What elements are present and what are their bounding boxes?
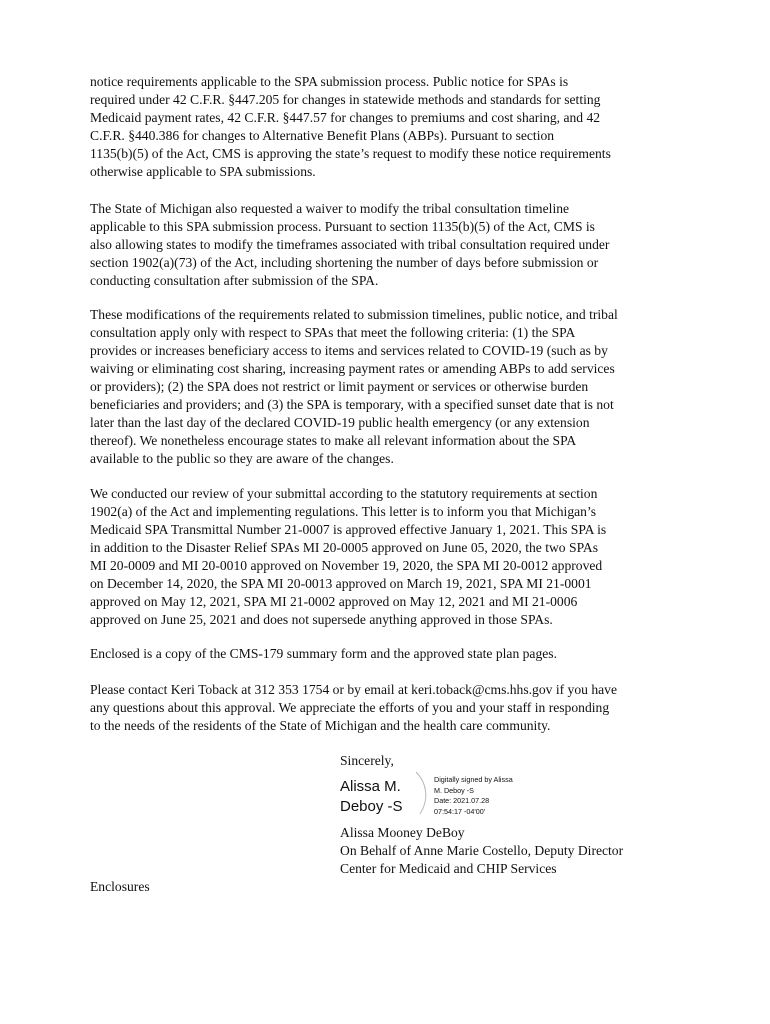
text-line: on December 14, 2020, the SPA MI 20-0013 approved on March 19, 2021, SPA MI 21-0001 <box>90 576 592 591</box>
text-line: approved on June 25, 2021 and does not supersede anything approved in those SPAs. <box>90 612 553 627</box>
text-line: waiving or eliminating cost sharing, increasing payment rates or amending ABPs to add services <box>90 361 615 376</box>
salutation: Sincerely, <box>340 753 394 768</box>
text-line: available to the public so they are aware of the changes. <box>90 451 394 466</box>
paragraph-modifications-criteria <box>90 306 682 468</box>
signature-detail-line: 07:54:17 -04'00' <box>434 806 486 816</box>
text-line: MI 20-0009 and MI 20-0010 approved on November 19, 2020, the SPA MI 20-0012 approved <box>90 558 603 573</box>
text-line: C.F.R. §440.386 for changes to Alternative Benefit Plans (ABPs). Pursuant to section <box>90 128 555 143</box>
text-line: beneficiaries and providers; and (3) the SPA is temporary, with a specified sunset date that is not <box>90 397 614 412</box>
paragraph-review-approval <box>90 485 682 629</box>
signature-detail-line: Date: 2021.07.28 <box>434 796 490 805</box>
text-line: Medicaid payment rates, 42 C.F.R. §447.57 for changes to premiums and cost sharing, and 42 <box>90 110 601 125</box>
text-line: to the needs of the residents of the State of Michigan and the health care community. <box>90 718 551 733</box>
paragraph-notice-requirements <box>90 73 682 181</box>
paragraph-enclosed-copy <box>90 645 682 663</box>
paragraph-contact <box>90 681 682 735</box>
text-line: later than the last day of the declared COVID-19 public health emergency (or any extension <box>90 415 590 430</box>
text-line: Medicaid SPA Transmittal Number 21-0007 is approved effective January 1, 2021. This SPA is <box>90 522 607 537</box>
text-line: We conducted our review of your submittal according to the statutory requirements at section <box>90 486 598 501</box>
text-line: conducting consultation after submission of the SPA. <box>90 273 379 288</box>
text-line: in addition to the Disaster Relief SPAs MI 20-0005 approved on June 05, 2020, the two SPAs <box>90 540 598 555</box>
text-line: section 1902(a)(73) of the Act, including shortening the number of days before submission or <box>90 255 599 270</box>
text-line: thereof). We nonetheless encourage states to make all relevant information about the SPA <box>90 433 577 448</box>
paragraph-tribal-consultation <box>90 200 682 290</box>
text-line: These modifications of the requirements related to submission timelines, public notice, and tribal <box>90 307 618 322</box>
signature-detail-line: M. Deboy -S <box>434 785 474 795</box>
signer-organization: Center for Medicaid and CHIP Services <box>340 861 557 876</box>
text-line: 1902(a) of the Act and implementing regulations. This letter is to inform you that Michigan’s <box>90 504 597 519</box>
text-line: applicable to this SPA submission process. Pursuant to section 1135(b)(5) of the Act, CMS is <box>90 219 595 234</box>
enclosures-label: Enclosures <box>90 879 150 894</box>
text-line: otherwise applicable to SPA submissions. <box>90 164 316 179</box>
signer-title: On Behalf of Anne Marie Costello, Deputy Director <box>340 843 624 858</box>
text-line: Please contact Keri Toback at 312 353 1754 or by email at keri.toback@cms.hhs.gov if you have <box>90 682 617 697</box>
text-line: required under 42 C.F.R. §447.205 for changes in statewide methods and standards for setting <box>90 92 601 107</box>
text-line: notice requirements applicable to the SPA submission process. Public notice for SPAs is <box>90 74 569 89</box>
signature-mark-icon <box>412 768 436 818</box>
text-line: also allowing states to modify the timeframes associated with tribal consultation required under <box>90 237 610 252</box>
text-line: provides or increases beneficiary access to items and services related to COVID-19 (such as by <box>90 343 608 358</box>
text-line: approved on May 12, 2021, SPA MI 21-0002 approved on May 12, 2021 and MI 21-0006 <box>90 594 578 609</box>
text-line: Enclosed is a copy of the CMS-179 summary form and the approved state plan pages. <box>90 646 557 661</box>
signature-detail-line: Digitally signed by Alissa <box>434 775 513 784</box>
text-line: consultation apply only with respect to SPAs that meet the following criteria: (1) the SPA <box>90 325 576 340</box>
text-line: or providers); (2) the SPA does not restrict or limit payment or services or otherwise burden <box>90 379 589 394</box>
signer-block <box>340 824 623 878</box>
text-line: The State of Michigan also requested a waiver to modify the tribal consultation timeline <box>90 201 570 216</box>
signature-name-line: Deboy -S <box>340 798 403 815</box>
signature-name <box>340 777 403 817</box>
signer-name: Alissa Mooney DeBoy <box>340 825 465 840</box>
signature-name-line: Alissa M. <box>340 778 401 795</box>
digital-signature-details <box>434 775 513 817</box>
text-line: any questions about this approval. We appreciate the efforts of you and your staff in responding <box>90 700 610 715</box>
text-line: 1135(b)(5) of the Act, CMS is approving the state’s request to modify these notice requirements <box>90 146 611 161</box>
